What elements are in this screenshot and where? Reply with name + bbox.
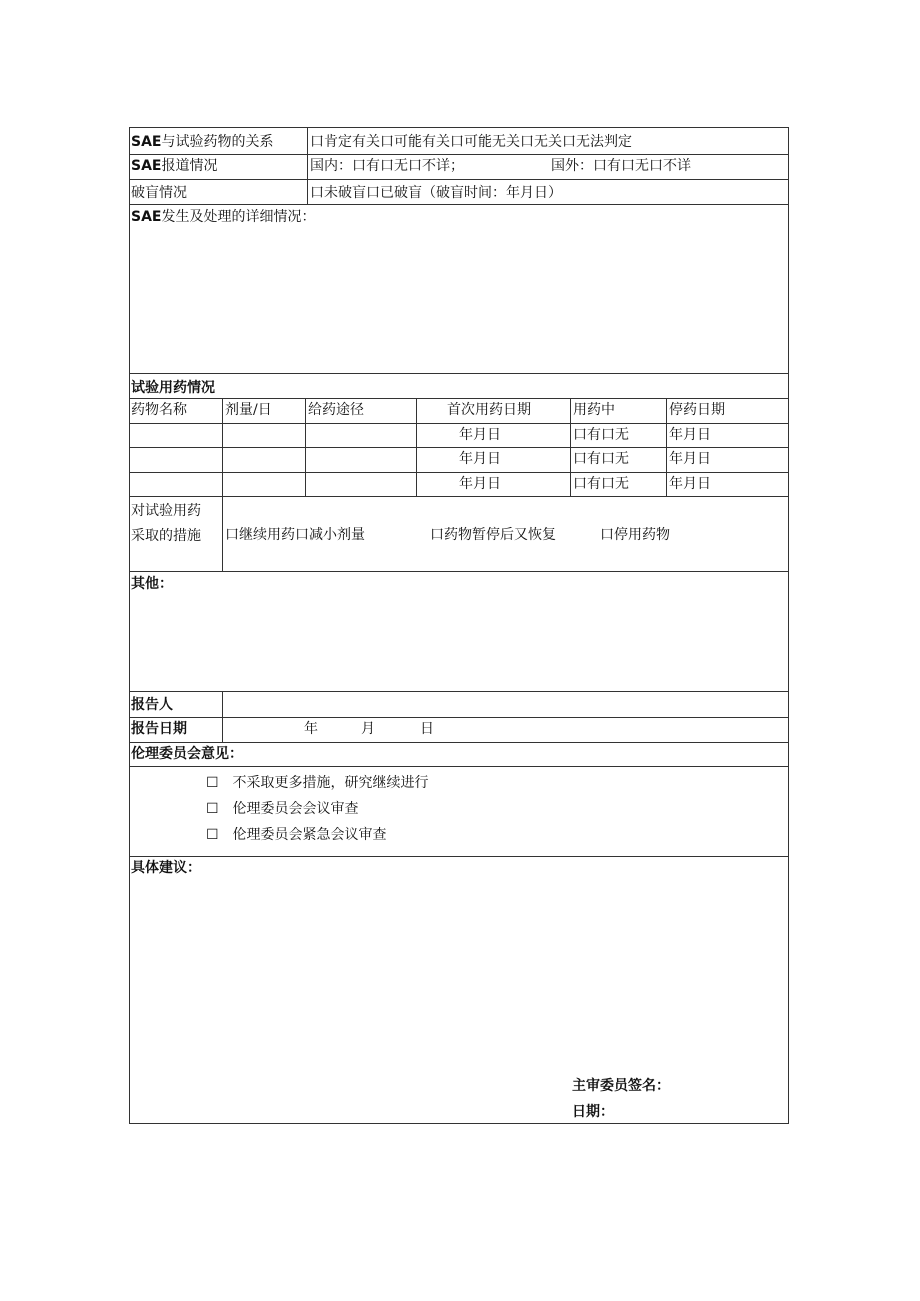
header-drug-name: 药物名称 — [131, 402, 187, 418]
row3-stop-date[interactable]: 年月日 — [669, 476, 711, 492]
blind-label: 破盲情况 — [131, 185, 187, 201]
report-date-day[interactable]: 日 — [420, 721, 434, 737]
row1-stop-date[interactable]: 年月日 — [669, 427, 711, 443]
measures-option-continue-reduce[interactable]: 口继续用药口减小剂量 — [225, 527, 365, 543]
report-foreign-options[interactable]: 国外：口有口无口不详 — [551, 158, 691, 174]
reviewer-signature-label: 主审委员签名： — [572, 1078, 670, 1094]
col-divider — [307, 128, 308, 204]
row-divider — [130, 856, 788, 857]
col-divider — [222, 496, 223, 571]
ethics-option-continue[interactable] — [206, 774, 428, 792]
measures-label-line1: 对试验用药 — [131, 503, 201, 519]
reporter-label: 报告人 — [131, 697, 173, 713]
relation-label — [131, 133, 273, 151]
detail-text-area[interactable] — [130, 228, 788, 372]
col-divider — [222, 398, 223, 496]
detail-label-prefix: SAE — [131, 209, 162, 225]
report-domestic-options[interactable]: 国内：口有口无口不详； — [310, 158, 464, 174]
header-stop-date: 停药日期 — [669, 402, 725, 418]
row-divider — [130, 204, 788, 205]
medication-title: 试验用药情况 — [131, 380, 215, 396]
measures-option-stop[interactable]: 口停用药物 — [600, 527, 670, 543]
col-divider — [305, 398, 306, 496]
row-divider — [130, 472, 788, 473]
ethics-label: 伦理委员会意见： — [131, 746, 243, 762]
row2-first-date[interactable]: 年月日 — [459, 451, 501, 467]
measures-label-line2: 采取的措施 — [131, 528, 201, 544]
ethics-option-text: 伦理委员会会议审查 — [232, 801, 359, 817]
other-text-area[interactable] — [130, 595, 788, 690]
report-label — [131, 157, 217, 175]
ethics-option-text: 伦理委员会紧急会议审查 — [232, 827, 387, 843]
row-divider — [130, 398, 788, 399]
header-first-date: 首次用药日期 — [447, 402, 531, 418]
row-divider — [130, 766, 788, 767]
row3-in-use[interactable]: 口有口无 — [573, 476, 629, 492]
row-divider — [130, 571, 788, 572]
reviewer-date-label: 日期： — [572, 1104, 614, 1120]
row1-in-use[interactable]: 口有口无 — [573, 427, 629, 443]
checkbox-icon[interactable]: ☐ — [206, 775, 219, 791]
row2-stop-date[interactable]: 年月日 — [669, 451, 711, 467]
report-label-text: 报道情况 — [161, 158, 218, 174]
ethics-option-emergency-review[interactable] — [206, 826, 386, 844]
row-divider — [130, 447, 788, 448]
row-divider — [130, 179, 788, 180]
checkbox-icon[interactable]: ☐ — [206, 801, 219, 817]
blind-options[interactable]: 口未破盲口已破盲（破盲时间：年月日） — [310, 185, 562, 201]
checkbox-icon[interactable]: ☐ — [206, 827, 219, 843]
relation-options[interactable]: 口肯定有关口可能有关口可能无关口无关口无法判定 — [310, 134, 632, 150]
row-divider — [130, 717, 788, 718]
ethics-option-text: 不采取更多措施，研究继续进行 — [232, 775, 429, 791]
header-dose: 剂量/日 — [225, 402, 272, 418]
report-date-label: 报告日期 — [131, 721, 187, 737]
report-label-prefix: SAE — [131, 158, 162, 174]
report-date-year[interactable]: 年 — [304, 721, 318, 737]
suggestion-label: 具体建议： — [131, 860, 201, 876]
row-divider — [130, 373, 788, 374]
detail-label — [131, 208, 315, 226]
measures-option-pause-resume[interactable]: 口药物暂停后又恢复 — [430, 527, 556, 543]
relation-label-prefix: SAE — [131, 134, 162, 150]
sae-report-form — [129, 127, 789, 1124]
row-divider — [130, 496, 788, 497]
header-route: 给药途径 — [308, 402, 364, 418]
col-divider — [570, 398, 571, 496]
detail-label-text: 发生及处理的详细情况： — [161, 209, 316, 225]
reporter-field[interactable] — [223, 692, 788, 717]
row2-in-use[interactable]: 口有口无 — [573, 451, 629, 467]
header-in-use: 用药中 — [573, 402, 615, 418]
relation-label-text: 与试验药物的关系 — [161, 134, 274, 150]
row3-first-date[interactable]: 年月日 — [459, 476, 501, 492]
other-label: 其他： — [131, 576, 173, 592]
col-divider — [416, 398, 417, 496]
report-date-month[interactable]: 月 — [361, 721, 375, 737]
row-divider — [130, 154, 788, 155]
ethics-option-meeting-review[interactable] — [206, 800, 358, 818]
col-divider — [666, 398, 667, 496]
row1-first-date[interactable]: 年月日 — [459, 427, 501, 443]
suggestion-text-area[interactable] — [130, 879, 788, 1069]
row-divider — [130, 742, 788, 743]
row-divider — [130, 423, 788, 424]
